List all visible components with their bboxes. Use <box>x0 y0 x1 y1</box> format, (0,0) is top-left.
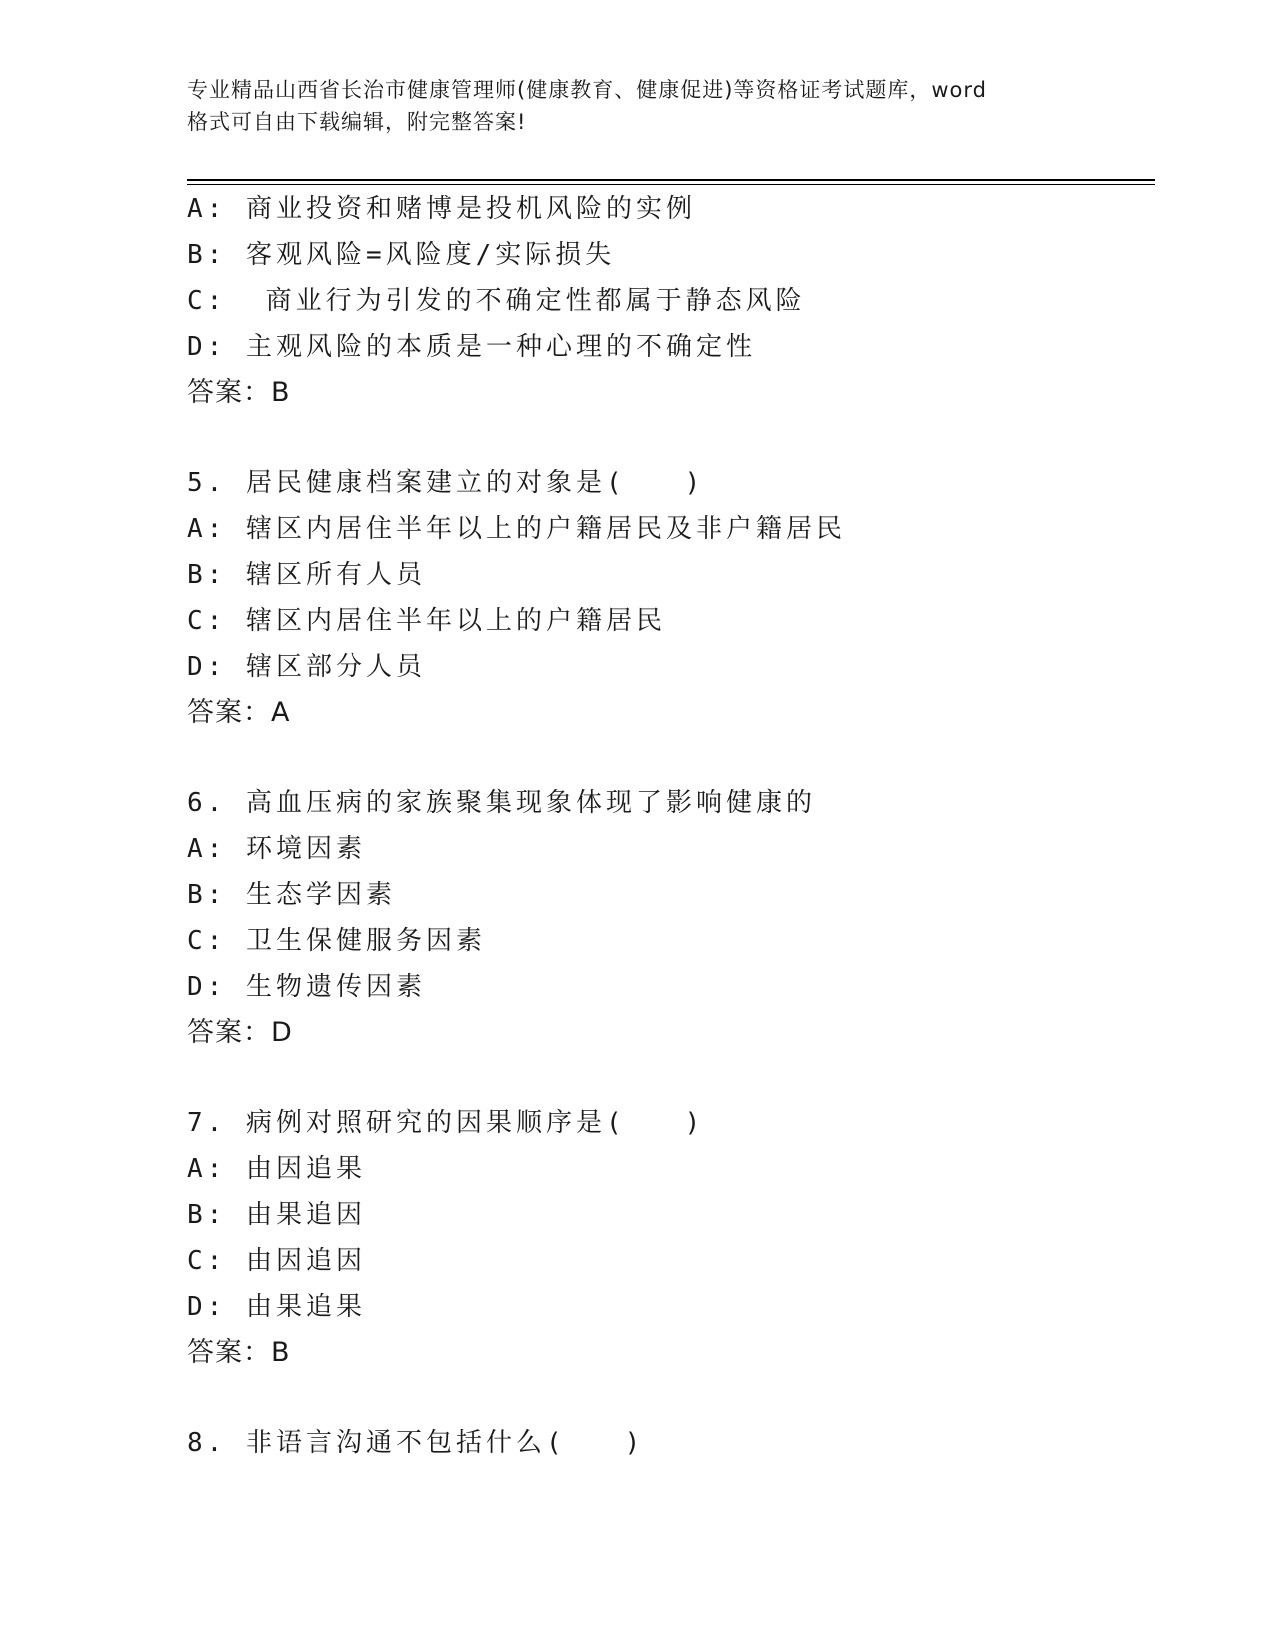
option-a: A: 商业投资和赌博是投机风险的实例 <box>187 194 696 224</box>
option-c: C: 辖区内居住半年以上的户籍居民 <box>187 606 666 636</box>
option-c: C: 卫生保健服务因素 <box>187 926 486 956</box>
spacer <box>187 736 1147 780</box>
option-a: A: 环境因素 <box>187 834 366 864</box>
option-c: C: 由因追因 <box>187 1246 366 1276</box>
spacer <box>187 1056 1147 1100</box>
option-b: B: 由果追因 <box>187 1200 366 1230</box>
option-d: D: 由果追果 <box>187 1292 366 1322</box>
question-list <box>187 186 1147 1466</box>
question-4 <box>187 186 1147 416</box>
option-d: D: 辖区部分人员 <box>187 652 426 682</box>
header-line-1: 专业精品山西省长治市健康管理师(健康教育、健康促进)等资格证考试题库，word <box>187 78 988 102</box>
answer-line: 答案：B <box>187 377 291 408</box>
question-stem: 7. 病例对照研究的因果顺序是( ) <box>187 1108 705 1138</box>
question-7 <box>187 1100 1147 1376</box>
option-a: A: 辖区内居住半年以上的户籍居民及非户籍居民 <box>187 514 846 544</box>
option-d: D: 生物遗传因素 <box>187 972 426 1002</box>
question-8 <box>187 1420 1147 1466</box>
question-stem: 5. 居民健康档案建立的对象是( ) <box>187 468 705 498</box>
spacer <box>187 1376 1147 1420</box>
option-d: D: 主观风险的本质是一种心理的不确定性 <box>187 332 756 362</box>
spacer <box>187 416 1147 460</box>
header-line-2: 格式可自由下载编辑，附完整答案! <box>187 110 527 134</box>
option-a: A: 由因追果 <box>187 1154 366 1184</box>
question-6 <box>187 780 1147 1056</box>
option-c: C: 商业行为引发的不确定性都属于静态风险 <box>187 286 806 316</box>
header-divider-thin <box>187 184 1155 185</box>
question-stem: 8. 非语言沟通不包括什么( ) <box>187 1428 645 1458</box>
option-b: B: 生态学因素 <box>187 880 396 910</box>
question-5 <box>187 460 1147 736</box>
document-header <box>187 74 1107 138</box>
answer-line: 答案：B <box>187 1337 291 1368</box>
header-divider-thick <box>187 179 1155 181</box>
answer-line: 答案：A <box>187 697 291 728</box>
option-b: B: 辖区所有人员 <box>187 560 426 590</box>
answer-line: 答案：D <box>187 1017 293 1048</box>
option-b: B: 客观风险=风险度/实际损失 <box>187 240 616 270</box>
question-stem: 6. 高血压病的家族聚集现象体现了影响健康的 <box>187 788 816 818</box>
